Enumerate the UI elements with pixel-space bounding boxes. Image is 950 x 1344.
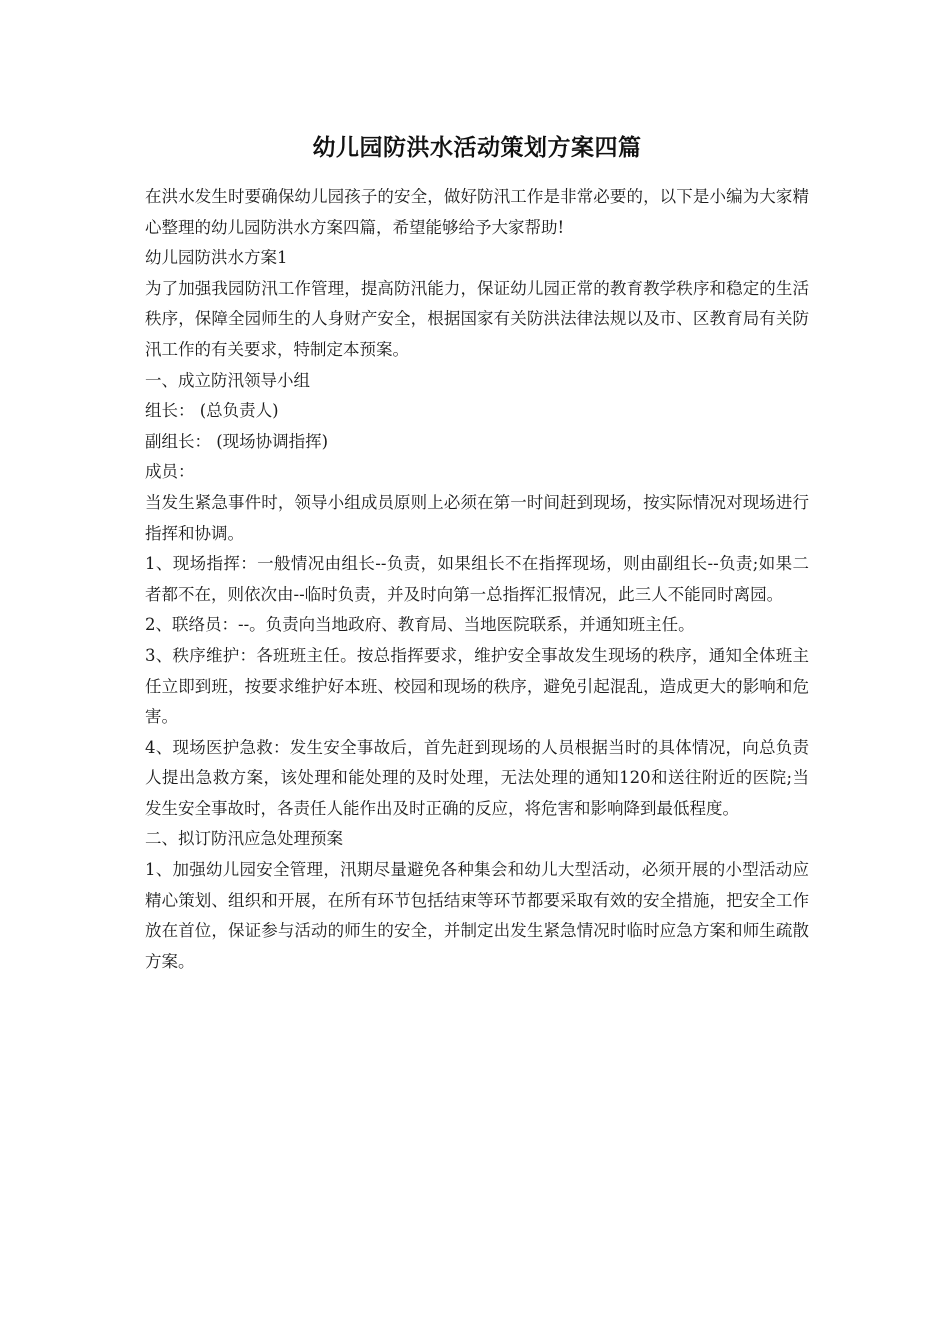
purpose-paragraph: 为了加强我园防汛工作管理，提高防汛能力，保证幼儿园正常的教育教学秩序和稳定的生活秩序，保障全园师生的人身财产安全，根据国家有关防洪法律法规以及市、区教育局有关防汛工作的有关要求，特制定本预案。 xyxy=(145,278,809,359)
section-heading-leadership-group: 一、成立防汛领导小组 xyxy=(145,370,310,390)
section-heading-emergency-plan: 二、拟订防汛应急处理预案 xyxy=(145,829,343,849)
deputy-leader-line: 副组长： (现场协调指挥) xyxy=(145,431,329,451)
document-title: 幼儿园防洪水活动策划方案四篇 xyxy=(312,134,642,161)
order-maintenance-paragraph: 3、秩序维护：各班班主任。按总指挥要求，维护安全事故发生现场的秩序，通知全体班主任立即到班，按要求维护好本班、校园和现场的秩序，避免引起混乱，造成更大的影响和危害。 xyxy=(145,645,809,727)
emergency-response-paragraph: 当发生紧急事件时，领导小组成员原则上必须在第一时间赶到现场，按实际情况对现场进行指挥和协调。 xyxy=(145,492,809,543)
medical-rescue-paragraph: 4、现场医护急救：发生安全事故后，首先赶到现场的人员根据当时的具体情况，向总负责人提出急救方案，该处理和能处理的及时处理，无法处理的通知120和送往附近的医院;当发生安全事故时，各责任人能作出及时正确的反应，将危害和影响降到最低程度。 xyxy=(145,737,809,818)
liaison-paragraph: 2、联络员：--。负责向当地政府、教育局、当地医院联系，并通知班主任。 xyxy=(145,615,695,635)
members-line: 成员： xyxy=(145,462,195,482)
section-heading-plan-1: 幼儿园防洪水方案1 xyxy=(145,248,288,268)
intro-paragraph: 在洪水发生时要确保幼儿园孩子的安全，做好防汛工作是非常必要的，以下是小编为大家精心整理的幼儿园防洪水方案四篇，希望能够给予大家帮助! xyxy=(145,187,809,237)
document-body xyxy=(145,128,809,977)
safety-management-paragraph: 1、加强幼儿园安全管理，汛期尽量避免各种集会和幼儿大型活动，必须开展的小型活动应精心策划、组织和开展，在所有环节包括结束等环节都要采取有效的安全措施，把安全工作放在首位，保证参与活动的师生的安全，并制定出发生紧急情况时临时应急方案和师生疏散方案。 xyxy=(145,860,809,971)
site-command-paragraph: 1、现场指挥：一般情况由组长--负责，如果组长不在指挥现场，则由副组长--负责;如果二者都不在，则依次由--临时负责，并及时向第一总指挥汇报情况，此三人不能同时离园。 xyxy=(145,554,809,604)
group-leader-line: 组长： (总负责人) xyxy=(145,401,279,421)
